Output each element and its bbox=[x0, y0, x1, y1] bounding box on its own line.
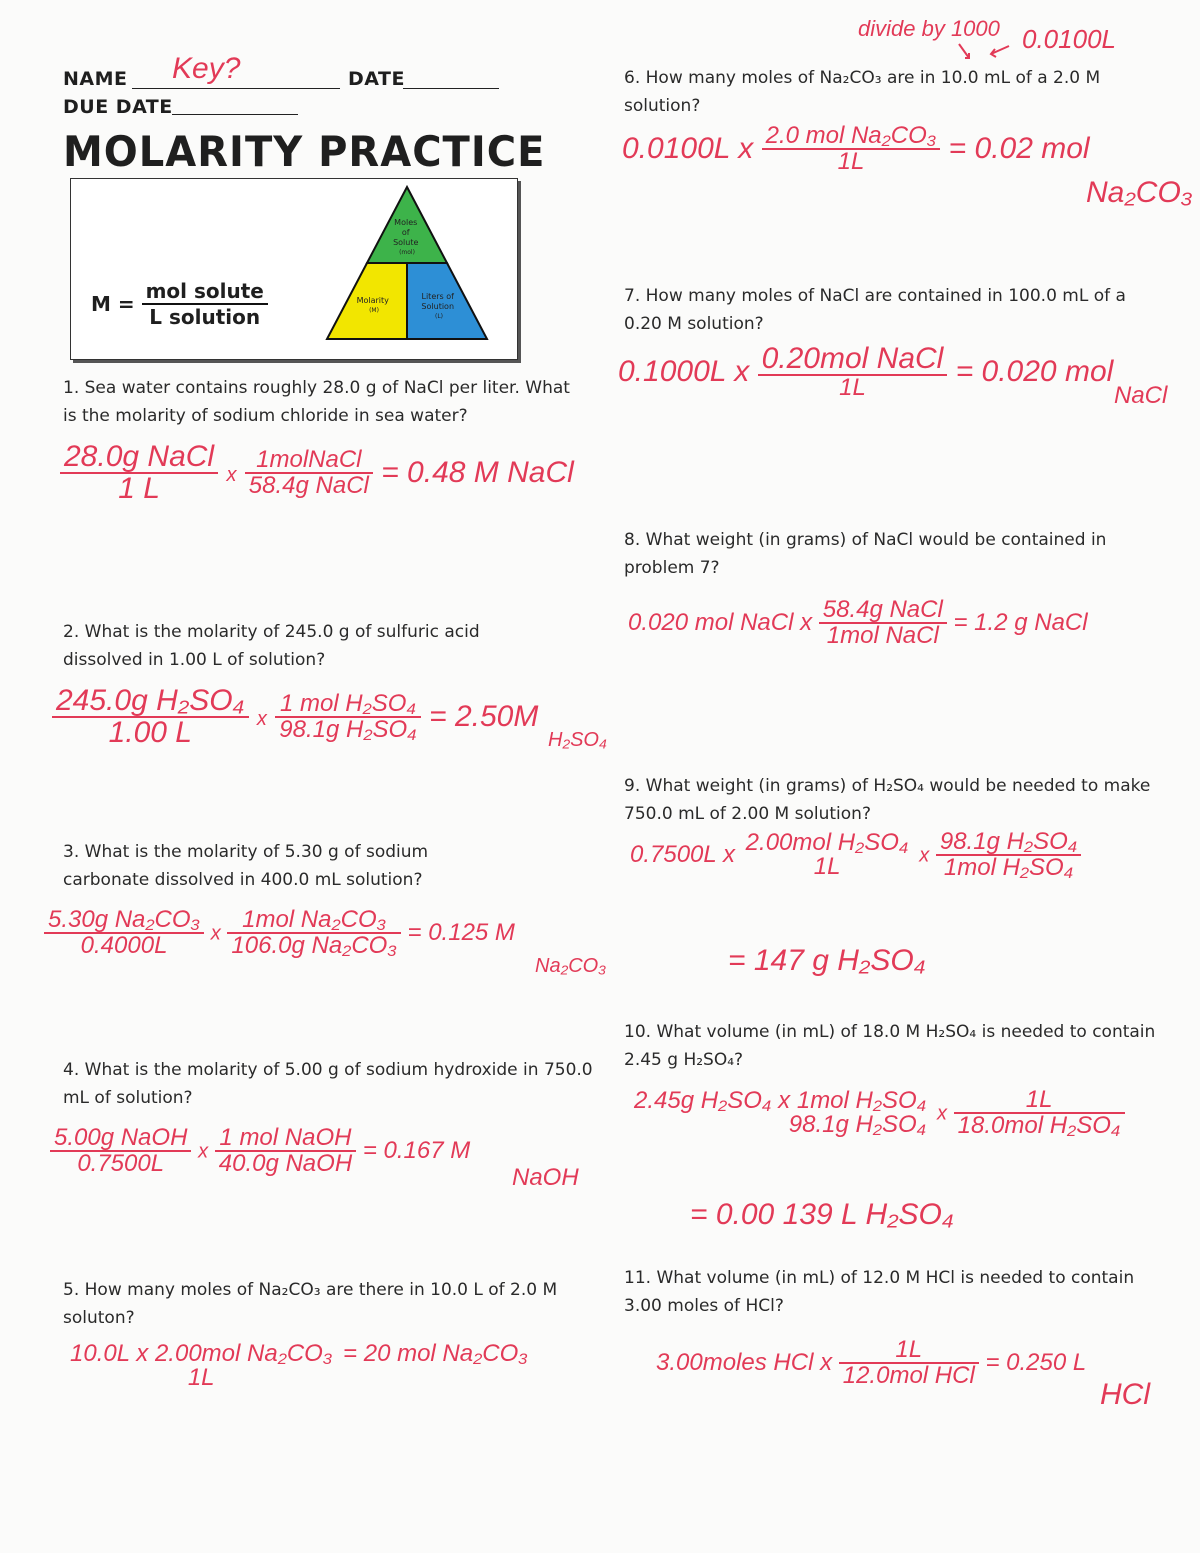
formula-box bbox=[70, 178, 518, 360]
times-sign: x bbox=[256, 707, 267, 730]
work-numerator: 2.0 mol Na₂CO₃ bbox=[762, 124, 941, 150]
formula-numerator: mol solute bbox=[142, 279, 268, 305]
question-number: 4. bbox=[63, 1060, 80, 1080]
tri-left-line2: (M) bbox=[369, 307, 379, 314]
name-label: NAME bbox=[63, 68, 128, 90]
question-text: How many moles of Na₂CO₃ are in 10.0 mL of a 2.0 M solution? bbox=[624, 68, 1101, 116]
work-result: = 2.50M bbox=[429, 700, 539, 733]
question-text: How many moles of Na₂CO₃ are there in 10.0 L of 2.0 M soluton? bbox=[63, 1280, 558, 1328]
tri-right-line3: (L) bbox=[434, 313, 444, 320]
question-number: 5. bbox=[63, 1280, 80, 1300]
work-denominator: 1 L bbox=[118, 472, 160, 505]
answer-8 bbox=[628, 598, 1088, 648]
work-denominator: 40.0g NaOH bbox=[218, 1150, 353, 1177]
question-number: 2. bbox=[63, 622, 80, 642]
work-denominator: 0.7500L bbox=[77, 1150, 165, 1177]
answer-4 bbox=[50, 1126, 470, 1176]
tri-top-line1: Moles bbox=[394, 218, 418, 227]
arrow-icon bbox=[955, 40, 1015, 66]
work-denominator: 1L bbox=[839, 374, 866, 401]
work-denominator: 1L bbox=[187, 1364, 215, 1391]
question-text: Sea water contains roughly 28.0 g of NaCl per liter. What is the molarity of sodium chloride in sea water? bbox=[63, 378, 570, 426]
work-denominator: 106.0g Na₂CO₃ bbox=[231, 932, 397, 959]
answer-2-unit: H₂SO₄ bbox=[548, 729, 607, 751]
answer-11-unit: HCl bbox=[1100, 1378, 1150, 1411]
question-text: What is the molarity of 5.30 g of sodium carbonate dissolved in 400.0 mL solution? bbox=[63, 842, 429, 890]
work-prefix: 0.1000L x bbox=[618, 355, 750, 388]
question-7 bbox=[624, 282, 1164, 338]
question-10 bbox=[624, 1018, 1164, 1074]
work-numerator: 1 mol NaOH bbox=[215, 1126, 356, 1152]
times-sign: x bbox=[210, 922, 221, 945]
work-denominator: 1.00 L bbox=[108, 716, 192, 749]
formula-denominator: L solution bbox=[149, 305, 261, 329]
name-value: Key? bbox=[172, 52, 241, 85]
work-denominator: 1mol H₂SO₄ bbox=[943, 854, 1074, 881]
answer-2 bbox=[52, 686, 538, 748]
work-denominator: 12.0mol HCl bbox=[842, 1362, 975, 1389]
work-result: = 0.020 mol bbox=[955, 355, 1114, 388]
work-prefix: 0.0100L x bbox=[622, 132, 754, 165]
work-result: = 0.125 M bbox=[407, 919, 515, 946]
question-text: What is the molarity of 245.0 g of sulfuric acid dissolved in 1.00 L of solution? bbox=[63, 622, 480, 670]
work-numerator: 1L bbox=[954, 1088, 1125, 1114]
question-8 bbox=[624, 526, 1164, 582]
tri-top-line2: of bbox=[401, 228, 410, 237]
work-result: = 20 mol Na₂CO₃ bbox=[343, 1340, 528, 1367]
answer-7-unit: NaCl bbox=[1114, 382, 1168, 409]
question-9 bbox=[624, 772, 1164, 828]
question-number: 9. bbox=[624, 776, 641, 796]
work-result: = 0.02 mol bbox=[948, 132, 1090, 165]
answer-6-unit: Na₂CO₃ bbox=[1086, 176, 1193, 209]
work-numerator: 1 mol H₂SO₄ bbox=[275, 692, 421, 718]
work-numerator: 10.0L x 2.00mol Na₂CO₃ bbox=[70, 1340, 333, 1367]
tri-left-line1: Molarity bbox=[356, 296, 389, 305]
question-number: 3. bbox=[63, 842, 80, 862]
question-11 bbox=[624, 1264, 1164, 1320]
work-denominator: 18.0mol H₂SO₄ bbox=[957, 1112, 1121, 1139]
times-sign: x bbox=[198, 1140, 209, 1163]
work-prefix: 0.7500L x bbox=[630, 841, 735, 868]
page-title: MOLARITY PRACTICE bbox=[63, 128, 546, 177]
work-numerator: 1mol Na₂CO₃ bbox=[227, 908, 400, 934]
question-5 bbox=[63, 1276, 613, 1332]
answer-3-unit: Na₂CO₃ bbox=[535, 955, 607, 977]
triangle-liters-section bbox=[407, 263, 487, 339]
divide-result: 0.0100L bbox=[1022, 24, 1116, 54]
due-date-label: DUE DATE bbox=[63, 96, 173, 118]
work-denominator: 1L bbox=[837, 148, 865, 175]
question-number: 6. bbox=[624, 68, 641, 88]
question-number: 10. bbox=[624, 1022, 652, 1042]
work-numerator: 245.0g H₂SO₄ bbox=[52, 686, 249, 718]
work-numerator: 2.00mol H₂SO₄ bbox=[745, 829, 909, 856]
answer-1 bbox=[60, 442, 574, 504]
times-sign: x bbox=[919, 844, 930, 867]
question-3 bbox=[63, 838, 503, 894]
times-sign: x bbox=[936, 1102, 947, 1125]
tri-top-line3: Solute bbox=[393, 238, 419, 247]
question-number: 1. bbox=[63, 378, 80, 398]
work-numerator: 2.45g H₂SO₄ x 1mol H₂SO₄ bbox=[634, 1087, 927, 1114]
m-label: M = bbox=[91, 292, 135, 316]
work-numerator: 0.20mol NaCl bbox=[758, 344, 948, 376]
question-number: 11. bbox=[624, 1268, 652, 1288]
question-6 bbox=[624, 64, 1164, 120]
answer-9 bbox=[630, 830, 1081, 880]
tri-right-line1: Liters of bbox=[421, 292, 454, 301]
answer-5 bbox=[66, 1342, 528, 1390]
divide-note: divide by 1000 bbox=[858, 16, 1000, 41]
question-text: What is the molarity of 5.00 g of sodium hydroxide in 750.0 mL of solution? bbox=[63, 1060, 593, 1108]
answer-6 bbox=[622, 124, 1090, 174]
molarity-formula bbox=[91, 279, 268, 329]
date-label: DATE bbox=[348, 68, 405, 90]
question-1 bbox=[63, 374, 583, 430]
answer-9-result: = 147 g H₂SO₄ bbox=[728, 944, 926, 977]
answer-4-unit: NaOH bbox=[512, 1164, 579, 1191]
question-4 bbox=[63, 1056, 603, 1112]
times-sign: x bbox=[226, 463, 237, 486]
molarity-triangle bbox=[317, 185, 497, 341]
work-numerator: 58.4g NaCl bbox=[819, 598, 947, 624]
answer-3 bbox=[44, 908, 515, 958]
date-line bbox=[403, 66, 499, 89]
due-date-line bbox=[172, 94, 298, 115]
work-result: = 0.167 M bbox=[362, 1137, 471, 1164]
question-text: What volume (in mL) of 18.0 M H₂SO₄ is needed to contain 2.45 g H₂SO₄? bbox=[624, 1022, 1156, 1070]
question-2 bbox=[63, 618, 543, 674]
work-denominator: 1mol NaCl bbox=[826, 622, 939, 649]
work-result: = 0.250 L bbox=[985, 1349, 1087, 1376]
tri-top-line4: (mol) bbox=[399, 249, 415, 256]
question-text: What volume (in mL) of 12.0 M HCl is needed to contain 3.00 moles of HCl? bbox=[624, 1268, 1135, 1316]
work-numerator: 5.30g Na₂CO₃ bbox=[44, 908, 204, 934]
question-text: How many moles of NaCl are contained in 100.0 mL of a 0.20 M solution? bbox=[624, 286, 1126, 334]
work-numerator: 28.0g NaCl bbox=[60, 442, 218, 474]
answer-10-result: = 0.00 139 L H₂SO₄ bbox=[690, 1198, 954, 1231]
question-number: 7. bbox=[624, 286, 641, 306]
tri-right-line2: Solution bbox=[421, 302, 455, 311]
work-result: = 1.2 g NaCl bbox=[953, 609, 1088, 636]
answer-10 bbox=[630, 1088, 1125, 1138]
answer-7 bbox=[618, 344, 1113, 400]
question-text: What weight (in grams) of NaCl would be contained in problem 7? bbox=[624, 530, 1107, 578]
answer-11 bbox=[656, 1338, 1086, 1388]
work-denominator: 58.4g NaCl bbox=[248, 472, 369, 499]
work-numerator: 1L bbox=[839, 1338, 979, 1364]
work-prefix: 0.020 mol NaCl x bbox=[628, 609, 813, 636]
work-numerator: 1molNaCl bbox=[245, 448, 373, 474]
work-denominator: 1L bbox=[813, 853, 841, 880]
work-prefix: 3.00moles HCl x bbox=[656, 1349, 833, 1376]
question-number: 8. bbox=[624, 530, 641, 550]
work-denominator: 0.4000L bbox=[80, 932, 168, 959]
work-result: = 0.48 M NaCl bbox=[381, 456, 574, 489]
work-denominator: 98.1g H₂SO₄ bbox=[788, 1111, 927, 1138]
question-text: What weight (in grams) of H₂SO₄ would be needed to make 750.0 mL of 2.00 M solution? bbox=[624, 776, 1151, 824]
work-numerator: 98.1g H₂SO₄ bbox=[936, 830, 1082, 856]
work-numerator: 5.00g NaOH bbox=[50, 1126, 191, 1152]
work-denominator: 98.1g H₂SO₄ bbox=[279, 716, 417, 743]
